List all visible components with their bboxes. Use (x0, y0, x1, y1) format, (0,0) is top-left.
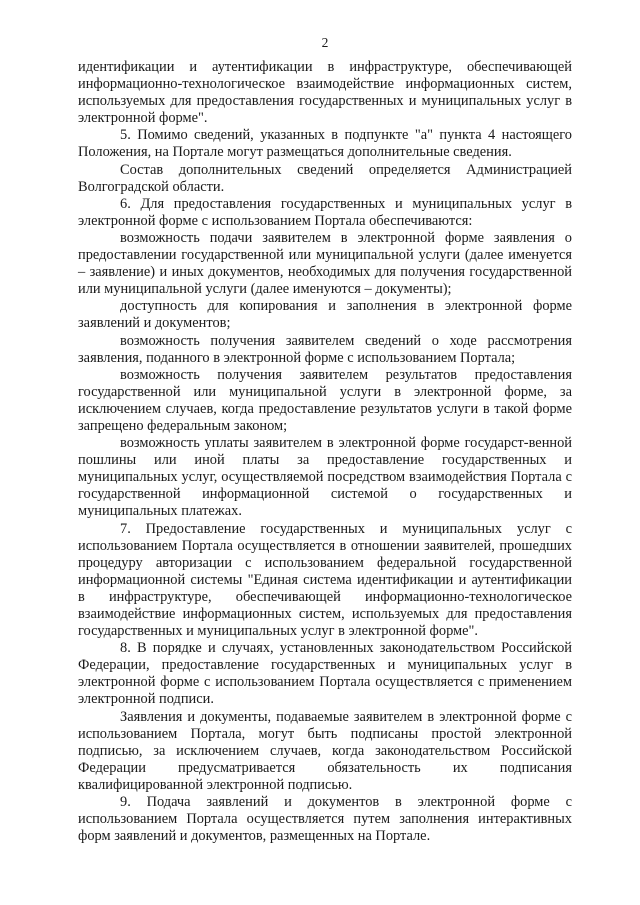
paragraph: идентификации и аутентификации в инфраструктуре, обеспечивающей информационно-технологическое взаимодействие информационных систем, используемых для предоставления государственных и муниципальных услуг в электронной форме". (78, 59, 572, 127)
paragraph: 5. Помимо сведений, указанных в подпункте "а" пункта 4 настоящего Положения, на Портале могут размещаться дополнительные сведения. (78, 127, 572, 161)
paragraph: Заявления и документы, подаваемые заявителем в электронной форме с использованием Портала, могут быть подписаны простой электронной подписью, за исключением случаев, когда законодательством Российской Федерации предусматривается обязательность их подписания квалифицированной электронной подписью. (78, 708, 572, 793)
paragraph: 6. Для предоставления государственных и муниципальных услуг в электронной форме с использованием Портала обеспечиваются: (78, 195, 572, 229)
paragraph: 8. В порядке и случаях, установленных законодательством Российской Федерации, предоставление государственных и муниципальных услуг в электронной форме с использованием Портала осуществляется с применением электронной подписи. (78, 640, 572, 708)
page-number: 2 (321, 35, 329, 50)
paragraph: возможность подачи заявителем в электронной форме заявления о предоставлении государственной или муниципальной услуги (далее именуется – заявление) и иных документов, необходимых для получения государственной или муниципальной услуги (далее именуются – документы); (78, 229, 572, 298)
paragraph: возможность получения заявителем результатов предоставления государственной или муниципальной услуги в электронной форме, за исключением случаев, когда предоставление результатов услуги в такой форме запрещено федеральным законом; (78, 366, 572, 434)
paragraph: 7. Предоставление государственных и муниципальных услуг с использованием Портала осуществляется в отношении заявителей, прошедших процедуру авторизации с использованием федеральной государственной информационной системы "Единая система идентификации и аутентификации в инфраструктуре, обеспечивающей информационно-технологическое взаимодействие информационных систем, используемых для предоставления государственных и муниципальных услуг в электронной форме". (78, 520, 572, 640)
paragraph: возможность получения заявителем сведений о ходе рассмотрения заявления, поданного в электронной форме с использованием Портала; (78, 332, 572, 366)
paragraph: 9. Подача заявлений и документов в электронной форме с использованием Портала осуществляется путем заполнения интерактивных форм заявлений и документов, размещенных на Портале. (78, 794, 572, 845)
paragraph: доступность для копирования и заполнения в электронной форме заявлений и документов; (78, 298, 572, 332)
paragraph: Состав дополнительных сведений определяется Администрацией Волгоградской области. (78, 161, 572, 195)
paragraph: возможность уплаты заявителем в электронной форме государст-венной пошлины или иной платы за предоставление государственных и муниципальных услуг, осуществляемой посредством взаимодействия Портала с государственной информационной системой о государственных и муниципальных платежах. (78, 435, 572, 520)
document-body (78, 59, 572, 845)
